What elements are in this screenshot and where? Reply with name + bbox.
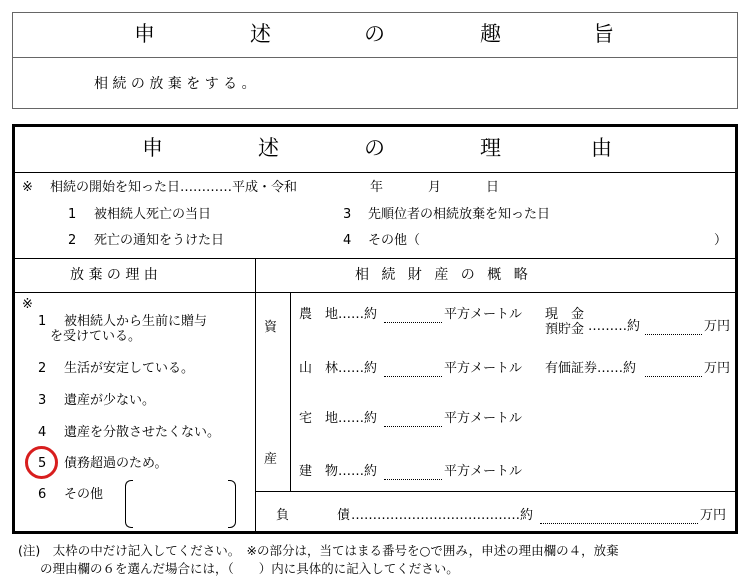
knowledge-option-1-text: 被相続人死亡の当日 xyxy=(94,207,212,222)
asset-residential-label: 宅 地……約 xyxy=(299,411,378,426)
knowledge-month: 月 xyxy=(428,180,442,195)
waiver-reason-2-text: 生活が安定している。 xyxy=(64,361,195,376)
asset-residential-blank[interactable] xyxy=(384,414,442,427)
purpose-title-char-1: 申 xyxy=(134,22,155,46)
purpose-divider xyxy=(12,57,738,58)
waiver-reason-5-text: 債務超過のため。 xyxy=(64,456,168,471)
debt-unit: 万円 xyxy=(700,508,727,523)
waiver-reason-3-text: 遺産が少ない。 xyxy=(64,393,156,408)
reason-title-char-3: の xyxy=(364,136,385,160)
waiver-reason-1-text2: を受けている。 xyxy=(50,329,142,344)
waiver-reason-5-num: 5 xyxy=(38,456,47,471)
asset-building-unit: 平方メートル xyxy=(444,464,523,479)
asset-cash-dots: ………約 xyxy=(588,319,641,334)
debt-dots: …………………………………約 xyxy=(351,508,534,523)
knowledge-option-3-text: 先順位者の相続放棄を知った日 xyxy=(368,207,551,222)
asset-cash-label: 現 金 xyxy=(545,307,585,322)
waiver-header: 放 棄 の 理 由 xyxy=(70,267,158,283)
waiver-reason-6-num: 6 xyxy=(38,487,47,502)
waiver-reason-2-num: 2 xyxy=(38,361,47,376)
asset-forest-label: 山 林……約 xyxy=(299,361,378,376)
waiver-header-top xyxy=(15,258,735,259)
assets-label-bottom: 産 xyxy=(264,452,278,467)
knowledge-day: 日 xyxy=(486,180,500,195)
asset-forest-unit: 平方メートル xyxy=(444,361,523,376)
asset-forest-blank[interactable] xyxy=(384,364,442,377)
other-reason-bracket-left xyxy=(125,480,133,528)
debt-divider xyxy=(255,491,735,492)
waiver-reason-4-num: 4 xyxy=(38,425,47,440)
knowledge-other-close: ） xyxy=(714,233,728,248)
assets-label-divider xyxy=(290,292,291,491)
estate-header: 相 続 財 産 の 概 略 xyxy=(355,267,532,283)
knowledge-option-2-num: 2 xyxy=(68,233,77,248)
knowledge-option-1-num: 1 xyxy=(68,207,77,222)
asset-building-label: 建 物……約 xyxy=(299,464,378,479)
asset-securities-label: 有価証券……約 xyxy=(545,361,637,376)
note-line-1: (注) 太枠の中だけ記入してください。 ※の部分は，当てはまる番号を○で囲み，申述の理由欄の４，放棄 xyxy=(18,543,619,558)
reason-title-char-5: 由 xyxy=(591,136,612,160)
debt-label-2: 債 xyxy=(337,508,351,523)
debt-blank[interactable] xyxy=(540,511,698,524)
waiver-header-bottom xyxy=(15,292,735,293)
knowledge-option-3-num: 3 xyxy=(343,207,352,222)
knowledge-label: 相続の開始を知った日…………平成・令和 xyxy=(50,180,298,195)
asset-securities-unit: 万円 xyxy=(704,361,731,376)
reason-title-char-2: 述 xyxy=(258,136,279,160)
asset-securities-blank[interactable] xyxy=(645,364,702,377)
asset-farmland-blank[interactable] xyxy=(384,310,442,323)
waiver-reason-6-text: その他 xyxy=(64,487,104,502)
waiver-reason-1-num: 1 xyxy=(38,314,47,329)
reason-title-char-4: 理 xyxy=(480,136,501,160)
asset-farmland-label: 農 地……約 xyxy=(299,307,378,322)
asset-cash-unit: 万円 xyxy=(704,319,731,334)
knowledge-option-4-text: その他（ xyxy=(368,233,421,248)
asset-deposit-label: 預貯金 xyxy=(545,322,585,337)
waiver-reason-4-text: 遺産を分散させたくない。 xyxy=(64,425,221,440)
other-reason-bracket-right xyxy=(228,480,236,528)
asset-farmland-unit: 平方メートル xyxy=(444,307,523,322)
knowledge-option-4-num: 4 xyxy=(343,233,352,248)
waiver-reason-3-num: 3 xyxy=(38,393,47,408)
knowledge-option-2-text: 死亡の通知をうけた日 xyxy=(94,233,225,248)
purpose-title-char-5: 旨 xyxy=(593,22,614,46)
purpose-title-char-3: の xyxy=(364,22,385,46)
purpose-title-char-2: 述 xyxy=(250,22,271,46)
reason-title-char-1: 申 xyxy=(142,136,163,160)
waiver-mark: ※ xyxy=(22,297,33,312)
asset-residential-unit: 平方メートル xyxy=(444,411,523,426)
knowledge-year: 年 xyxy=(370,180,384,195)
asset-building-blank[interactable] xyxy=(384,467,442,480)
purpose-title-char-4: 趣 xyxy=(480,22,501,46)
knowledge-mark: ※ xyxy=(22,180,33,195)
note-line-2: の理由欄の６を選んだ場合には，（ ）内に具体的に記入してください。 xyxy=(40,561,459,576)
waiver-reason-1-text: 被相続人から生前に贈与 xyxy=(64,314,208,329)
purpose-body: 相 続 の 放 棄 を す る 。 xyxy=(94,76,256,92)
asset-cash-blank[interactable] xyxy=(645,322,702,335)
reason-title-divider xyxy=(15,172,735,173)
debt-label-1: 負 xyxy=(276,508,290,523)
assets-label-top: 資 xyxy=(264,320,278,335)
